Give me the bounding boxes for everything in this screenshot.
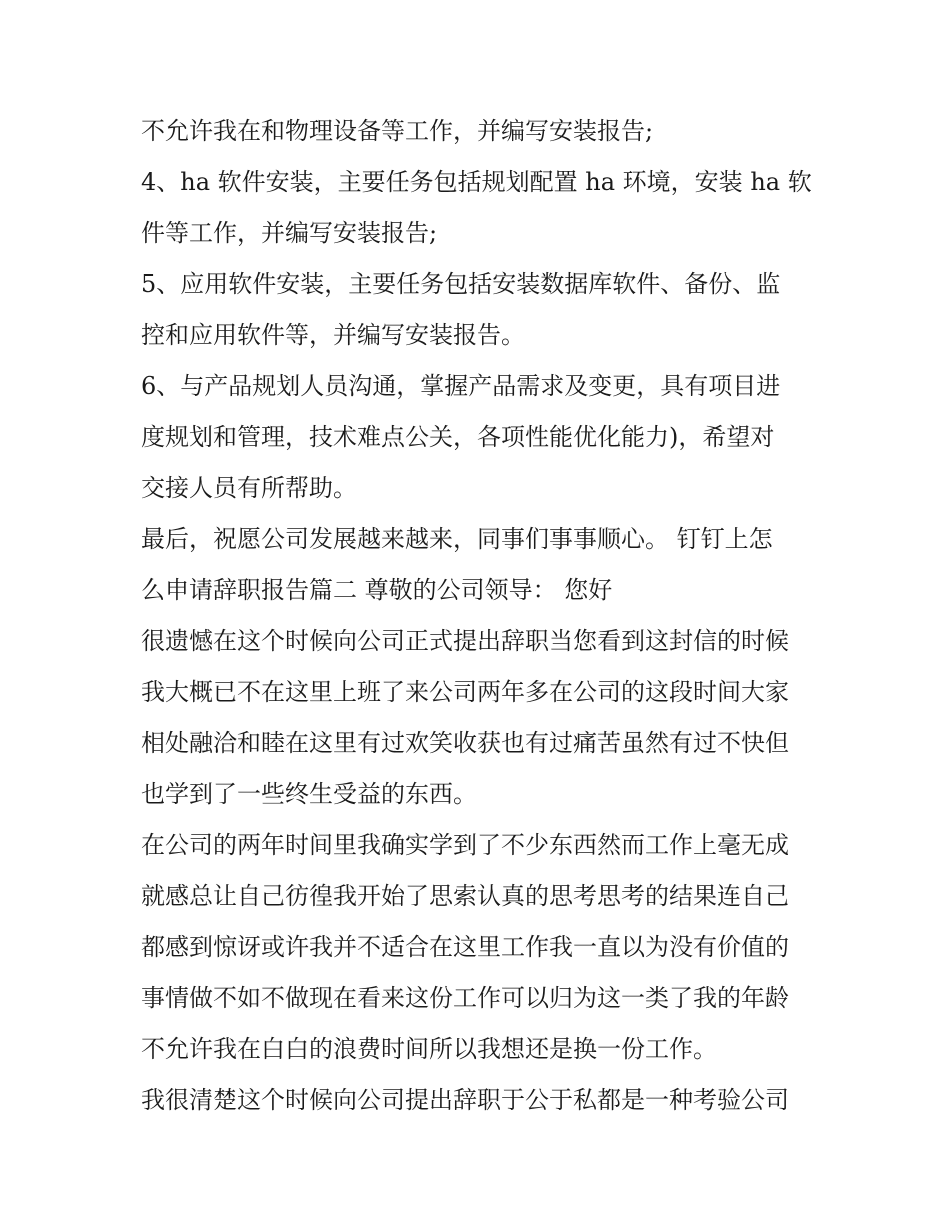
text-line: 控和应用软件等，并编写安装报告。 [141,321,525,349]
text-line: 我大概已不在这里上班了来公司两年多在公司的这段时间大家 [141,678,789,706]
text-line: 就感总让自己彷徨我开始了思索认真的思考思考的结果连自己 [141,882,789,910]
text-line: 也学到了一些终生受益的东西。 [141,780,477,808]
text-line: 4、ha 软件安装，主要任务包括规划配置 ha 环境，安装 ha 软 [141,168,812,196]
text-line: 6、与产品规划人员沟通，掌握产品需求及变更，具有项目进 [141,372,781,400]
text-line: 在公司的两年时间里我确实学到了不少东西然而工作上毫无成 [141,831,789,859]
text-line: 不允许我在和物理设备等工作，并编写安装报告; [141,117,654,145]
text-line: 很遗憾在这个时候向公司正式提出辞职当您看到这封信的时候 [141,627,789,655]
text-line: 5、应用软件安装，主要任务包括安装数据库软件、备份、监 [141,270,781,298]
document-body [141,106,821,1126]
text-line: 相处融洽和睦在这里有过欢笑收获也有过痛苦虽然有过不快但 [141,729,789,757]
text-line: 么申请辞职报告篇二 尊敬的公司领导： 您好 [141,576,613,604]
text-line: 交接人员有所帮助。 [141,474,357,502]
text-line: 最后，祝愿公司发展越来越来，同事们事事顺心。 钉钉上怎 [141,525,773,553]
text-line: 都感到惊讶或许我并不适合在这里工作我一直以为没有价值的 [141,933,789,961]
text-line: 事情做不如不做现在看来这份工作可以归为这一类了我的年龄 [141,984,789,1012]
text-line: 件等工作，并编写安装报告; [141,219,438,247]
text-line: 不允许我在白白的浪费时间所以我想还是换一份工作。 [141,1035,717,1063]
text-line: 我很清楚这个时候向公司提出辞职于公于私都是一种考验公司 [141,1086,789,1114]
text-line: 度规划和管理，技术难点公关，各项性能优化能力)，希望对 [141,423,775,451]
